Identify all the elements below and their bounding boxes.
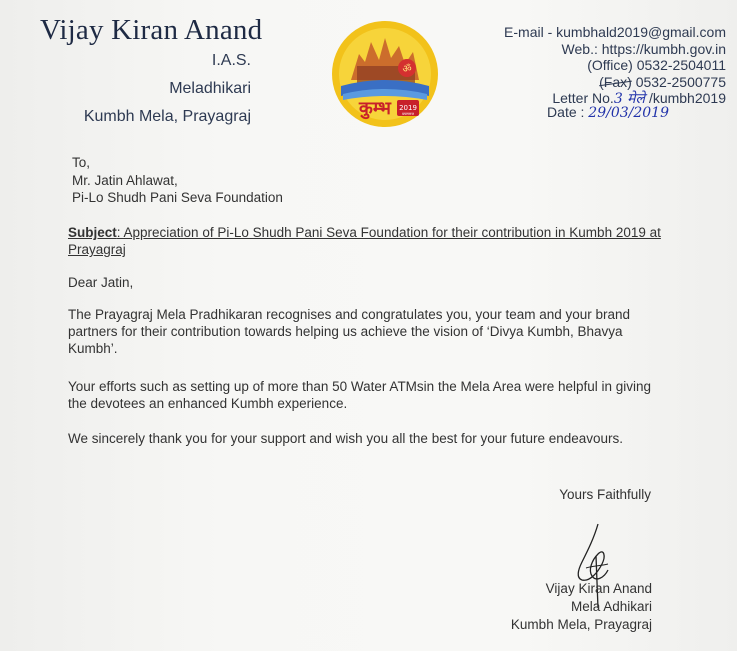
signatory-title: Mela Adhikari [570,599,652,614]
svg-text:ॐ: ॐ [402,64,412,75]
subject-label: Subject [68,225,117,240]
logo-year: 2019 [399,104,417,112]
letter-date [547,104,669,121]
signatory-place: Kumbh Mela, Prayagraj [510,617,652,632]
sender-name: Vijay Kiran Anand [40,14,263,46]
sender-designation: Meladhikari [169,80,251,97]
paragraph-3: We sincerely thank you for your support and wish you all the best for your future endeavours. [68,431,624,446]
contact-web: Web.: https://kumbh.gov.in [561,41,726,57]
subject-line [68,224,678,258]
contact-email: E-mail - kumbhald2019@gmail.com [504,24,726,40]
fax-number: 0532-2500775 [635,74,726,90]
paragraph-1: The Prayagraj Mela Pradhikaran recognises and congratulates you, your team and your brand partners for their contribution towards helping us achieve the vision of ‘Divya Kumbh, Bhavya Kumbh’. [68,307,631,356]
kumbh-logo [331,20,439,128]
contact-office: (Office) 0532-2504011 [587,57,726,73]
subject-text: : Appreciation of Pi-Lo Shudh Pani Seva Foundation for their contribution in Kumbh 2019 at Prayagraj [68,225,661,257]
letter-suffix: /kumbh2019 [648,90,726,106]
letter-label: Letter No. [552,90,614,106]
date-label: Date : [547,104,585,120]
contact-fax [599,74,726,90]
recipient-org: Pi-Lo Shudh Pani Seva Foundation [72,190,283,205]
paragraph-2: Your efforts such as setting up of more than 50 Water ATMsin the Mela Area were helpful in giving the devotees an enhanced Kumbh experience. [68,379,652,411]
letter-handwritten: 3 मेले [613,91,646,107]
logo-text: कुम्भ [359,98,391,119]
signatory-name: Vijay Kiran Anand [545,581,652,596]
logo-tagline: प्रयागराज [402,112,414,116]
closing: Yours Faithfully [559,487,651,502]
sender-service: I.A.S. [211,52,251,69]
date-value: 29/03/2019 [588,105,669,121]
greeting: Dear Jatin, [68,275,134,290]
sender-place: Kumbh Mela, Prayagraj [83,108,251,125]
recipient-name: Mr. Jatin Ahlawat, [72,173,178,188]
fax-label: (Fax) [599,74,632,90]
recipient-to: To, [72,155,91,170]
